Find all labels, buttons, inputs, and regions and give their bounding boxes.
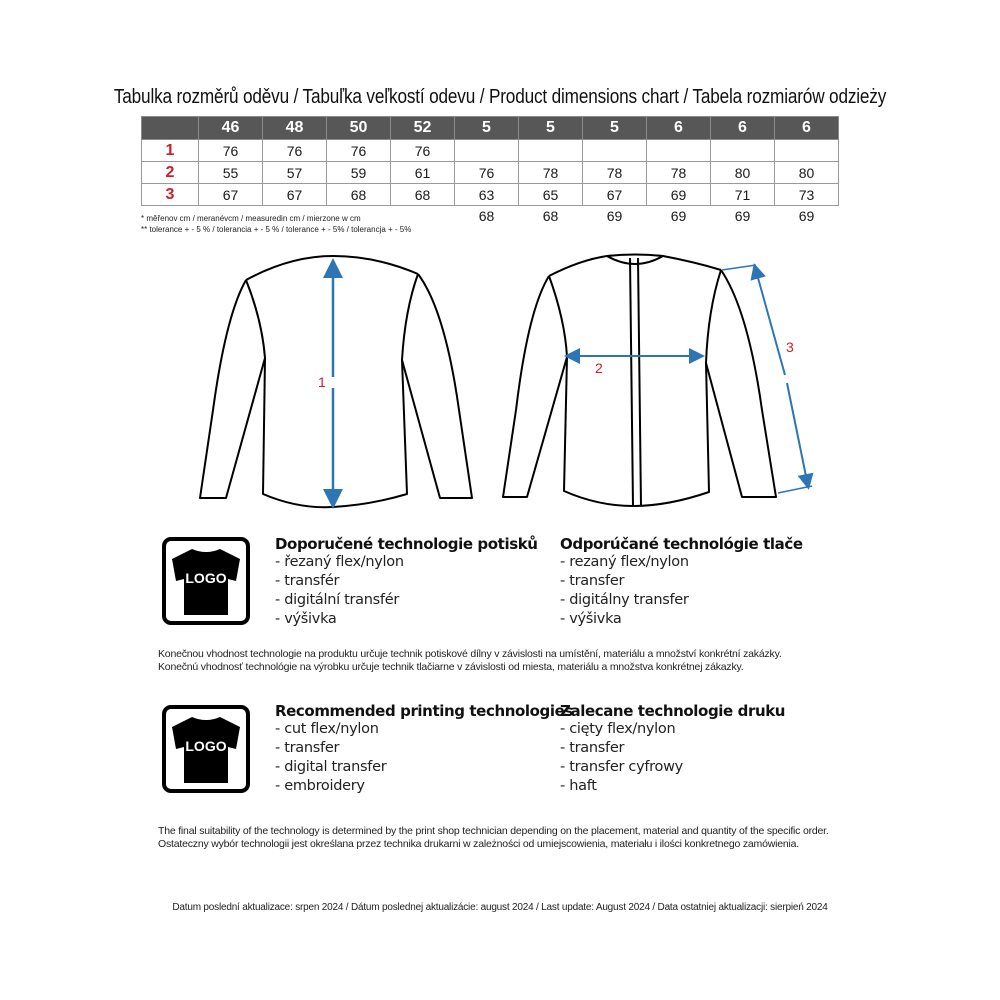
table-cell: 61 — [391, 162, 455, 184]
sleeve-measure-line — [787, 383, 808, 486]
measure-label-3: 3 — [786, 339, 794, 355]
row-label: 1 — [142, 140, 199, 162]
size-header-row — [142, 117, 839, 140]
overflow-cell: 69 — [670, 208, 687, 224]
size-header: 52 — [391, 117, 455, 140]
sleeve-guide-top — [722, 265, 756, 270]
table-cell: 65 — [519, 184, 583, 206]
tech-heading-pl: Zalecane technologie druku — [560, 702, 786, 720]
table-cell: 78 — [647, 162, 711, 184]
overflow-cell: 68 — [542, 208, 559, 224]
size-header: 6 — [711, 117, 775, 140]
tech-list-pl — [560, 720, 683, 796]
table-cell — [519, 140, 583, 162]
tech-list-cz — [275, 553, 404, 629]
logo-text: LOGO — [185, 570, 227, 586]
tech-heading-sk: Odporúčané technológie tlače — [560, 535, 803, 553]
table-cell — [583, 140, 647, 162]
measured-note: * měřenov cm / meranévcm / measuredin cm / mierzone w cm — [141, 214, 361, 223]
table-cell: 59 — [327, 162, 391, 184]
table-cell: 57 — [263, 162, 327, 184]
list-item: - transfer cyfrowy — [560, 759, 683, 775]
logo-tshirt-icon — [162, 537, 250, 625]
tech-list-sk — [560, 553, 689, 629]
list-item: - výšivka — [560, 611, 622, 627]
table-row — [142, 162, 839, 184]
list-item: - transfer — [560, 573, 625, 589]
disclaimer-en: The final suitability of the technology is determined by the print shop technician depending on the placement, material and quantity of the specific order. — [158, 825, 829, 837]
table-cell: 78 — [583, 162, 647, 184]
garment-diagram — [0, 240, 1000, 510]
list-item: - řezaný flex/nylon — [275, 554, 404, 570]
list-item: - digitální transfér — [275, 592, 399, 608]
table-row — [142, 140, 839, 162]
sleeve-guide-bottom — [778, 486, 812, 493]
list-item: - rezaný flex/nylon — [560, 554, 689, 570]
list-item: - digital transfer — [275, 759, 387, 775]
table-notes — [141, 213, 411, 235]
size-header: 46 — [199, 117, 263, 140]
table-cell: 67 — [199, 184, 263, 206]
table-cell: 67 — [583, 184, 647, 206]
table-cell: 76 — [263, 140, 327, 162]
disclaimer-pl: Ostateczny wybór technologii jest określana przez technika drukarni w zależności od umiejscowienia, materiału i ilości konkretnego zamówienia. — [158, 837, 800, 850]
table-cell — [455, 140, 519, 162]
page-title: Tabulka rozměrů oděvu / Tabuľka veľkostí odevu / Product dimensions chart / Tabela rozmiarów odzieży — [113, 86, 887, 108]
disclaimer-en-pl — [158, 825, 858, 850]
overflow-cell: 68 — [478, 208, 495, 224]
table-cell: 68 — [327, 184, 391, 206]
table-cell: 63 — [455, 184, 519, 206]
table-cell — [647, 140, 711, 162]
list-item: - haft — [560, 778, 597, 794]
overflow-cell: 69 — [606, 208, 623, 224]
tshirt-icon — [166, 709, 246, 789]
disclaimer-cz-sk — [158, 648, 878, 673]
size-header: 6 — [775, 117, 839, 140]
list-item: - transfer — [560, 740, 625, 756]
table-cell: 69 — [647, 184, 711, 206]
list-item: - digitálny transfer — [560, 592, 689, 608]
measure-label-2: 2 — [595, 360, 603, 376]
size-header: 5 — [519, 117, 583, 140]
last-update-footer: Datum poslední aktualizace: srpen 2024 / Dátum poslednej aktualizácie: august 2024 / Last update: August 2024 / Data ostatniej aktualizacji: sierpień 2024 — [172, 902, 828, 913]
table-cell: 73 — [775, 184, 839, 206]
table-cell: 78 — [519, 162, 583, 184]
list-item: - transfer — [275, 740, 340, 756]
table-row — [142, 184, 839, 206]
list-item: - embroidery — [275, 778, 365, 794]
measure-label-1: 1 — [318, 374, 326, 390]
list-item: - transfér — [275, 573, 340, 589]
table-cell: 76 — [455, 162, 519, 184]
table-cell — [711, 140, 775, 162]
tech-heading-cz: Doporučené technologie potisků — [275, 535, 538, 553]
table-cell: 67 — [263, 184, 327, 206]
size-header: 5 — [455, 117, 519, 140]
list-item: - cięty flex/nylon — [560, 721, 676, 737]
size-header: 48 — [263, 117, 327, 140]
tech-heading-en: Recommended printing technologies — [275, 702, 573, 720]
size-header: 6 — [647, 117, 711, 140]
size-header: 5 — [583, 117, 647, 140]
table-cell: 55 — [199, 162, 263, 184]
row-label: 2 — [142, 162, 199, 184]
size-table — [141, 116, 839, 226]
disclaimer-sk: Konečnú vhodnosť technológie na výrobku určuje technik tlačiarne v závislosti od miesta, materiálu a množstva konkrétnej zákazky. — [158, 660, 744, 673]
row-label: 3 — [142, 184, 199, 206]
table-cell — [775, 140, 839, 162]
tech-list-en — [275, 720, 386, 796]
table-cell: 71 — [711, 184, 775, 206]
table-cell: 76 — [391, 140, 455, 162]
table-cell: 68 — [391, 184, 455, 206]
jacket-back-outline — [200, 256, 472, 507]
list-item: - výšivka — [275, 611, 337, 627]
corner-cell — [142, 117, 199, 140]
table-cell: 76 — [327, 140, 391, 162]
disclaimer-cz: Konečnou vhodnost technologie na produktu určuje technik potiskové dílny v závislosti na umístění, materiálu a množství konkrétní zakázky. — [158, 648, 782, 660]
sleeve-measure-line — [755, 267, 785, 375]
logo-text: LOGO — [185, 738, 227, 754]
table-cell: 80 — [775, 162, 839, 184]
overflow-cell: 69 — [734, 208, 751, 224]
table-cell: 76 — [199, 140, 263, 162]
jacket-front-outline — [503, 255, 776, 507]
table-cell: 80 — [711, 162, 775, 184]
tshirt-icon — [166, 541, 246, 621]
size-header: 50 — [327, 117, 391, 140]
list-item: - cut flex/nylon — [275, 721, 379, 737]
overflow-cell: 69 — [798, 208, 815, 224]
logo-tshirt-icon — [162, 705, 250, 793]
tolerance-note: ** tolerance + - 5 % / tolerancia + - 5 % / tolerance + - 5% / tolerancja + - 5% — [141, 225, 412, 234]
